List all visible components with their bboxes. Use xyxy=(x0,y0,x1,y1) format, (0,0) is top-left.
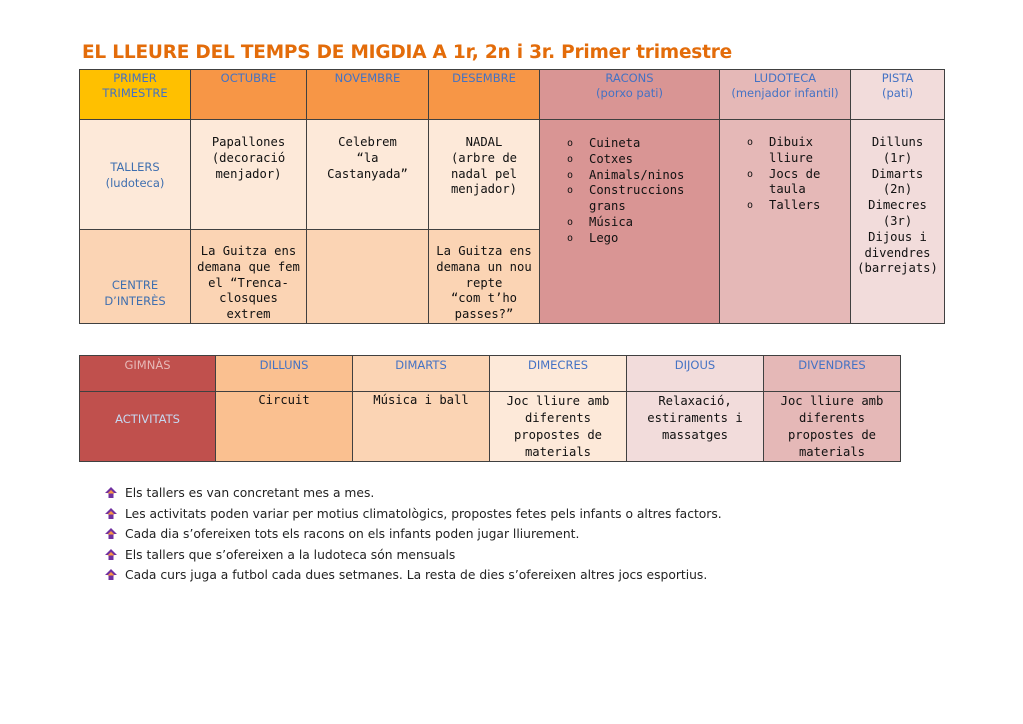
header-desembre xyxy=(429,70,540,120)
cell-line: propostes de xyxy=(513,428,603,442)
note-item xyxy=(104,504,722,525)
arrow-bullet-icon xyxy=(104,507,118,521)
row-label: (ludoteca) xyxy=(105,175,165,190)
arrow-bullet-icon xyxy=(104,548,118,562)
bullet-icon: o xyxy=(567,216,574,228)
cell-line: menjador) xyxy=(215,166,282,181)
cell-line: La Guitza ens xyxy=(436,244,532,258)
row-label: ACTIVITATS xyxy=(115,412,180,426)
cell-line: Dimecres xyxy=(868,198,927,213)
header-octubre xyxy=(191,70,307,120)
header-dimarts xyxy=(353,356,490,392)
list-item xyxy=(720,198,850,214)
cell-line: estiraments i xyxy=(647,411,743,425)
note-item xyxy=(104,565,722,586)
cell-line: closques xyxy=(219,291,278,306)
list-item-label: Construccions xyxy=(589,183,685,198)
note-text: Cada dia s’ofereixen tots els racons on els infants poden jugar lliurement. xyxy=(125,527,580,542)
header-label: OCTUBRE xyxy=(220,71,277,85)
header-label: (pati) xyxy=(881,86,914,100)
cell-line: (2n) xyxy=(882,182,913,197)
cell-line: “com t’ho xyxy=(450,291,518,306)
list-item-label: Jocs de xyxy=(769,166,821,181)
tallers-novembre-cell xyxy=(307,120,429,230)
note-item xyxy=(104,524,722,545)
activity-divendres-cell xyxy=(764,392,901,462)
tallers-desembre-cell xyxy=(429,120,540,230)
header-primer-trimestre xyxy=(80,70,191,120)
row-label: TALLERS xyxy=(110,159,160,174)
arrow-bullet-icon xyxy=(104,527,118,541)
list-item-continuation xyxy=(540,199,719,215)
cell-line: nadal pel xyxy=(450,166,518,181)
cell-line: Joc lliure amb xyxy=(780,394,884,408)
cell-line: demana un nou xyxy=(436,259,532,274)
racons-list xyxy=(540,136,719,247)
cell-line: (3r) xyxy=(882,213,913,228)
notes-list xyxy=(104,483,722,586)
note-text: Els tallers es van concretant mes a mes. xyxy=(125,486,375,501)
list-item xyxy=(540,168,719,184)
row-label-activitats xyxy=(80,392,216,462)
row-label: CENTRE xyxy=(111,278,159,292)
row-label-centre xyxy=(80,230,191,324)
bullet-icon: o xyxy=(747,200,754,212)
row-label: D’INTERÈS xyxy=(104,294,166,308)
bullet-icon: o xyxy=(567,138,574,149)
header-dilluns xyxy=(216,356,353,392)
bullet-icon: o xyxy=(567,169,574,181)
note-text: Els tallers que s’ofereixen a la ludoteca són mensuals xyxy=(125,547,456,562)
header-gimnas xyxy=(80,356,216,392)
cell-line: demana que fem xyxy=(197,259,300,274)
list-item xyxy=(720,167,850,183)
cell-line: menjador) xyxy=(450,182,518,197)
header-dimecres xyxy=(490,356,627,392)
schedule-table xyxy=(79,69,945,324)
list-item-label: Animals/ninos xyxy=(589,167,685,182)
cell-line: materials xyxy=(798,445,866,459)
list-item-continuation xyxy=(720,182,850,198)
list-item xyxy=(540,136,719,152)
header-divendres xyxy=(764,356,901,392)
tallers-octubre-cell xyxy=(191,120,307,230)
header-pista xyxy=(851,70,945,120)
cell-line: Música i ball xyxy=(373,393,469,407)
bullet-icon: o xyxy=(747,168,754,180)
cell-line: Castanyada” xyxy=(327,166,408,181)
arrow-bullet-icon xyxy=(104,568,118,582)
cell-line: NADAL xyxy=(465,135,503,149)
ludoteca-cell xyxy=(720,120,851,324)
cell-line: Joc lliure amb xyxy=(506,394,610,408)
cell-line: Papallones xyxy=(211,135,286,149)
cell-line: materials xyxy=(524,445,592,459)
header-novembre xyxy=(307,70,429,120)
note-text: Les activitats poden variar per motius climatològics, propostes fetes pels infants o altres factors. xyxy=(125,506,722,521)
list-item xyxy=(540,231,719,247)
cell-line: Celebrem xyxy=(338,135,397,149)
arrow-bullet-icon xyxy=(104,486,118,500)
header-label: (menjador infantil) xyxy=(731,86,839,100)
cell-line: repte xyxy=(465,275,503,290)
cell-line: extrem xyxy=(226,307,271,322)
list-item xyxy=(540,152,719,168)
pista-cell xyxy=(851,120,945,324)
cell-line: (barrejats) xyxy=(857,261,938,276)
centre-novembre-cell xyxy=(307,230,429,324)
header-label: DIJOUS xyxy=(674,358,716,372)
list-item-label: Lego xyxy=(589,230,619,245)
bullet-icon: o xyxy=(747,137,754,148)
cell-line: La Guitza ens xyxy=(200,244,297,258)
header-ludoteca xyxy=(720,70,851,120)
cell-line: Circuit xyxy=(258,393,310,407)
list-item-label: Música xyxy=(589,214,634,229)
cell-line: (1r) xyxy=(882,150,913,165)
activity-dimecres-cell xyxy=(490,392,627,462)
note-item xyxy=(104,483,722,504)
header-label: DILLUNS xyxy=(259,358,309,372)
header-label: (porxo pati) xyxy=(596,86,663,100)
header-label: DESEMBRE xyxy=(452,71,516,85)
cell-line: “la xyxy=(356,150,379,165)
list-item xyxy=(720,135,850,151)
cell-line: diferents xyxy=(798,411,866,425)
page-title: EL LLEURE DEL TEMPS DE MIGDIA A 1r, 2n i 3r. Primer trimestre xyxy=(82,42,733,63)
note-text: Cada curs juga a futbol cada dues setmanes. La resta de dies s’ofereixen altres jocs esportius. xyxy=(125,568,708,583)
list-item-label: Cuineta xyxy=(589,136,641,150)
header-label: DIMARTS xyxy=(395,358,447,372)
header-label: DIVENDRES xyxy=(798,358,866,372)
cell-line: el “Trenca- xyxy=(208,275,289,290)
header-dijous xyxy=(627,356,764,392)
list-item-label: lliure xyxy=(769,150,814,165)
list-item-label: Cotxes xyxy=(589,151,634,166)
list-item xyxy=(540,183,719,199)
list-item-continuation xyxy=(720,151,850,167)
list-item-label: Dibuix xyxy=(769,135,814,149)
bullet-icon: o xyxy=(567,153,574,165)
cell-line: Dimarts xyxy=(871,166,924,181)
activity-dimarts-cell xyxy=(353,392,490,462)
cell-line: passes?” xyxy=(454,307,514,322)
header-racons xyxy=(540,70,720,120)
header-label: TRIMESTRE xyxy=(102,86,168,100)
header-label: LUDOTECA xyxy=(753,71,817,85)
header-label: PISTA xyxy=(881,71,914,85)
bullet-icon: o xyxy=(567,185,574,197)
gym-table xyxy=(79,355,901,462)
bullet-icon: o xyxy=(567,232,574,244)
cell-line: propostes de xyxy=(787,428,877,442)
cell-line: Relaxació, xyxy=(658,394,732,408)
list-item-label: grans xyxy=(589,199,626,214)
cell-line: diferents xyxy=(524,411,592,425)
cell-line: divendres xyxy=(864,245,931,260)
header-label: DIMECRES xyxy=(527,358,589,372)
activity-dijous-cell xyxy=(627,392,764,462)
note-item xyxy=(104,545,722,566)
header-label: NOVEMBRE xyxy=(334,71,401,85)
centre-octubre-cell xyxy=(191,230,307,324)
list-item-label: taula xyxy=(769,182,806,197)
header-label: PRIMER xyxy=(113,71,157,85)
list-item xyxy=(540,215,719,231)
header-label: RACONS xyxy=(605,71,654,85)
cell-line: (arbre de xyxy=(450,150,518,165)
cell-line: Dijous i xyxy=(868,229,927,244)
cell-line: (decoració xyxy=(211,150,286,165)
cell-line: Dilluns xyxy=(871,135,924,149)
list-item-label: Tallers xyxy=(769,198,821,213)
centre-desembre-cell xyxy=(429,230,540,324)
activity-dilluns-cell xyxy=(216,392,353,462)
header-label: GIMNÀS xyxy=(124,358,171,372)
cell-line: massatges xyxy=(661,428,729,442)
racons-cell xyxy=(540,120,720,324)
row-label-tallers xyxy=(80,120,191,230)
ludoteca-list xyxy=(720,135,850,214)
